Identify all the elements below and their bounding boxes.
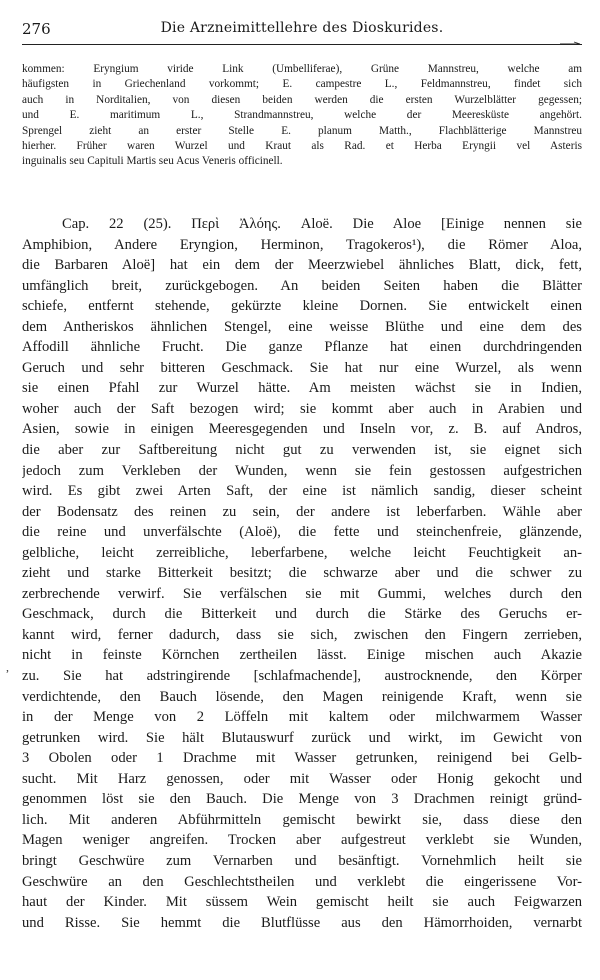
text-line: zu. Sie hat adstringirende [schlafmachende], austrocknende, den Körper: [22, 668, 582, 685]
text-line: die Barbaren Aloë] hat ein dem der Meerzwiebel ähnliches Blatt, dick, fett,: [22, 257, 582, 274]
text-line: bringt Geschwüre zum Vernarben und besänftigt. Vornehmlich heilt sie: [22, 852, 582, 869]
footnote-line: Sprengel zieht an erster Stelle E. planum Matth., Flachblätterige Mannstreu: [22, 124, 582, 137]
rule-ornament: [560, 41, 582, 47]
text-line: gelbliche, leicht zerreibliche, leberfarbene, welche leicht Feuchtigkeit an-: [22, 544, 582, 561]
running-title: Die Arzneimittellehre des Dioskurides.: [160, 20, 444, 36]
text-line: woher auch der Saft bezogen wird; sie kommt aber auch in Arabien und: [22, 400, 582, 417]
chapter-text: [22, 214, 582, 933]
text-line: umfänglich breit, zurückgebogen. An beiden Seiten haben die Blätter: [22, 277, 582, 294]
text-line: jedoch zum Verkleben der Wunden, wenn sie fein gestossen aufgestrichen: [22, 462, 582, 479]
header-rule: [22, 44, 582, 45]
text-line: zieht und starke Bitterkeit besitzt; die schwarze aber und die schwer zu: [22, 565, 582, 582]
text-line: genommen löst sie den Bauch. Die Menge von 3 Drachmen reinigt gründ-: [22, 791, 582, 808]
text-line: sie einen Pfahl zur Wurzel hätte. Am meisten wächst sie in Indien,: [22, 380, 582, 397]
footnote-line: inguinalis seu Capituli Martis seu Acus Veneris officinell.: [22, 155, 283, 168]
text-line: getrunken wird. Sie hält Blutauswurf zurück und wirkt, im Gewicht von: [22, 729, 582, 746]
text-line: die reine und unverfälschte (Aloë), die fette und steinchenfreie, glänzende,: [22, 524, 582, 541]
text-line: haut der Kinder. Mit süssem Wein gemischt heilt sie auch Feigwarzen: [22, 894, 582, 911]
text-line: die aber zur Saftbereitung nicht gut zu verwenden ist, sie eignet sich: [22, 442, 582, 459]
footnote-line: kommen: Eryngium viride Link (Umbelliferae), Grüne Mannstreu, welche am: [22, 63, 582, 75]
footnote-line: auch in Norditalien, von diesen beiden werden die ersten Wurzelblätter gegessen;: [22, 93, 582, 106]
text-line: Geruch und sehr bitteren Geschmack. Sie hat nur eine Wurzel, als wenn: [22, 359, 582, 376]
footnote-line: hierher. Früher waren Wurzel und Kraut als Rad. et Herba Eryngii vel Asteris: [22, 140, 582, 153]
text-line: Magen weniger angreifen. Trocken aber aufgestreut verklebt sie Wunden,: [22, 832, 582, 849]
text-line: wird. Es gibt zwei Arten Saft, der eine ist nämlich sandig, dieser scheint: [22, 483, 582, 500]
page-header: [22, 18, 582, 40]
text-line: lich. Mit anderen Abführmitteln gemischt bewirkt sie, dass diese den: [22, 811, 582, 828]
text-line: Geschmack, durch die Bitterkeit und durch die Stärke des Geruchs er-: [22, 606, 582, 623]
text-line: verdichtende, den Bauch lösende, den Magen reinigende Kraft, wenn sie: [22, 688, 582, 705]
text-line: nicht in feinste Körnchen zertheilen lässt. Einige mischen auch Akazie: [22, 647, 582, 664]
text-line: 3 Obolen oder 1 Drachme mit Wasser getrunken, reinigend bei Gelb-: [22, 750, 582, 767]
text-line: Amphibion, Andere Eryngion, Herminon, Tragokeros¹), die Römer Aloa,: [22, 236, 582, 253]
footnote-continuation: [22, 62, 582, 170]
text-line: in der Menge von 2 Löffeln mit kaltem oder milchwarmem Wasser: [22, 709, 582, 726]
text-line: schiefe, entfernt stehende, gekürzte kleine Dornen. Sie entwickelt einen: [22, 298, 582, 315]
text-line: Affodill ähnliche Frucht. Die ganze Pflanze hat einen durchdringenden: [22, 339, 582, 356]
text-line: dem Antheriskos ähnlichen Stengel, eine weisse Blüthe und eine dem des: [22, 318, 582, 335]
text-line: zerbrechende verwirf. Sie verfälschen sie mit Gummi, welches durch den: [22, 585, 582, 602]
text-line: der Bodensatz des reinen zu sein, der andere ist leberfarben. Wähle aber: [22, 503, 582, 520]
text-line: Asien, sowie in einigen Meeresgegenden und Inseln vor, z. B. auf Andros,: [22, 421, 582, 438]
footnote-line: häufigsten in Griechenland vorkommt; E. campestre L., Feldmannstreu, findet sich: [22, 78, 582, 91]
text-line: und Risse. Sie hemmt die Blutflüsse aus den Hämorrhoiden, vernarbt: [22, 914, 582, 931]
page-number: 276: [22, 20, 51, 38]
text-line: sucht. Mit Harz genossen, oder mit Wasser oder Honig gekocht und: [22, 770, 582, 787]
footnote-line: und E. maritimum L., Strandmannstreu, welche der Meeresküste angehört.: [22, 109, 582, 122]
chapter-heading-line: Cap. 22 (25). Περὶ Ἀλόης. Aloë. Die Aloe [Einige nennen sie: [62, 216, 582, 232]
text-line: kannt wird, ferner dadurch, dass sie sich, zwischen den Fingern zerrieben,: [22, 626, 582, 643]
text-line: Geschwüre an den Geschlechtstheilen und verklebt die eingerissene Vor-: [22, 873, 582, 890]
margin-mark: ,: [6, 660, 9, 674]
